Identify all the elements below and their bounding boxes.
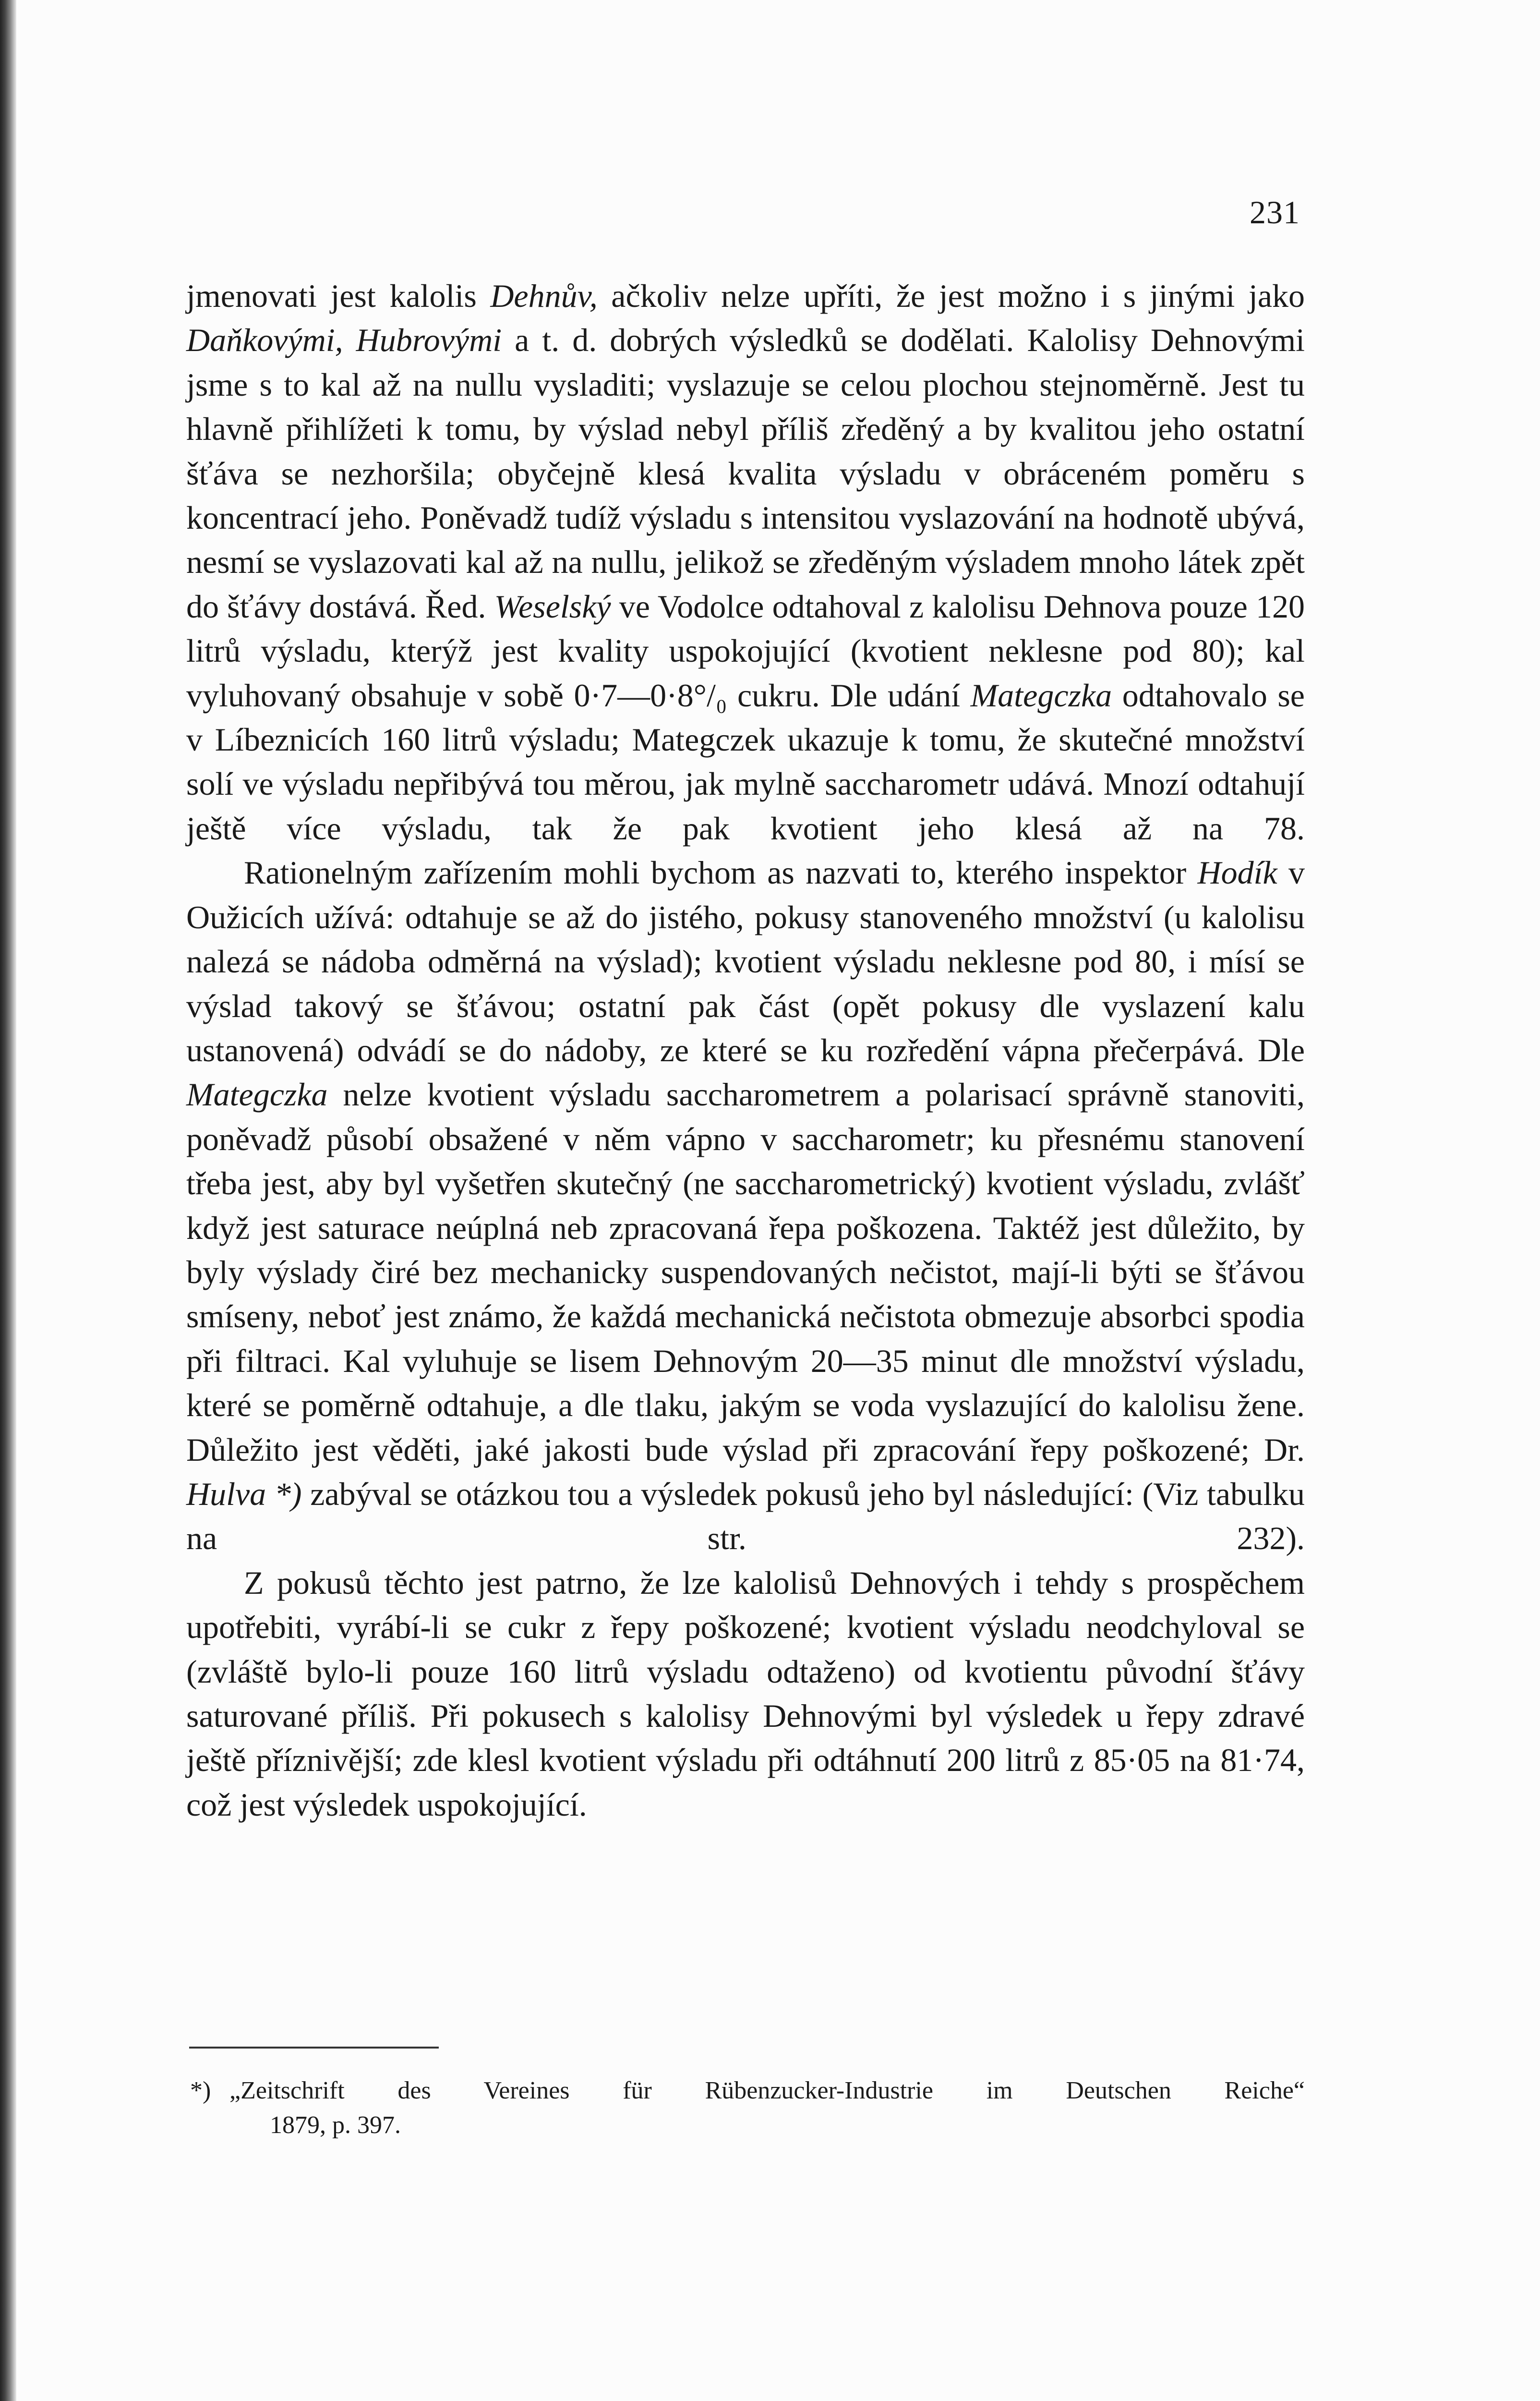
text-run: odtahovalo se v Líbeznicích 160 litrů výsladu; Mategczek ukazuje k tomu, že skutečné množství solí ve výsladu nepřibývá tou měrou, jak mylně saccharometr udává. Mnozí odtahují ještě více výsladu, tak že pak kvotient jeho klesá až na 78.: [186, 677, 1305, 847]
text-run: jmenovati jest kalolis: [186, 278, 491, 314]
italic-name: Hodík: [1197, 854, 1277, 891]
text-run: Z pokusů těchto jest patrno, že lze kalolisů Dehnových i tehdy s prospěchem upotřebiti, vyrábí-li se cukr z řepy poškozené; kvotient výsladu neodchyloval se (zvláště bylo-li pouze 160 litrů výsladu odtaženo) od kvotientu původní šťávy saturované příliš. Při pokusech s kalolisy Dehnovými byl výsledek u řepy zdravé ještě příznivější; zde klesl kvotient výsladu při odtáhnutí 200 litrů z 85·05 na 81·74, což jest výsledek uspokojující.: [186, 1564, 1305, 1823]
text-run: ačkoliv nelze upříti, že jest možno i s jinými jako: [597, 278, 1305, 314]
text-run: nelze kvotient výsladu saccharometrem a polarisací správně stanoviti, poněvadž působí obsažené v něm vápno v saccharometr; ku přesnému stanovení třeba jest, aby byl vyšetřen skutečný (ne saccharometrický) kvotient výsladu, zvlášť když jest saturace neúplná neb zpracovaná řepa poškozena. Taktéž jest důležito, by byly výslady čiré bez mechanicky suspendovaných nečistot, mají-li býti se šťávou smíseny, neboť jest známo, že každá mechanická nečistota obmezuje absorbci spodia při filtraci. Kal vyluhuje se lisem Dehnovým 20—35 minut dle množství výsladu, které se poměrně odtahuje, a dle tlaku, jakým se voda vyslazující do kalolisu žene. Důležito jest věděti, jaké jakosti bude výslad při zpracování řepy poškozené; Dr.: [186, 1076, 1305, 1468]
paragraph-3: [186, 1561, 1305, 1827]
footnote-text-line-1: „Zeitschrift des Vereines für Rübenzucker-Industrie im Deutschen Reiche“: [229, 2077, 1305, 2104]
footnote-rule: [189, 2047, 439, 2049]
footnote-text-line-2: 1879, p. 397.: [270, 2111, 401, 2139]
text-run: Rationelným zařízením mohli bychom as nazvati to, kterého inspektor: [244, 854, 1198, 891]
italic-name: Daňkovými, Hubrovými: [186, 322, 502, 359]
paragraph-2: [186, 850, 1305, 1561]
italic-name: Mategczka: [970, 677, 1112, 714]
italic-name: Hulva *): [186, 1475, 302, 1512]
italic-name: Weselský: [494, 588, 611, 625]
italic-name: Mategczka: [186, 1076, 328, 1113]
binding-edge: [0, 0, 16, 2401]
paragraph-1: [186, 274, 1305, 850]
italic-name: Dehnův,: [490, 278, 598, 314]
page-number: 231: [1250, 194, 1300, 230]
text-run: a t. d. dobrých výsledků se dodělati. Kalolisy Dehnovými jsme s to kal až na nullu vysladiti; vyslazuje se celou plochou stejnoměrně. Jest tu hlavně přihlížeti k tomu, by výslad nebyl příliš zředěný a by kvalitou jeho ostatní šťáva se nezhoršila; obyčejně klesá kvalita výsladu v obráceném poměru s koncentrací jeho. Poněvadž tudíž výsladu s intensitou vyslazování na hodnotě ubývá, nesmí se vyslazovati kal až na nullu, jelikož se zředěným výsladem mnoho látek zpět do šťávy dostává. Řed.: [186, 322, 1305, 625]
footnote-marker: *): [190, 2077, 211, 2104]
text-run: ve Vodolce odtahoval z kalolisu Dehnova pouze 120 litrů výsladu, kterýž jest kvality uspokojující (kvotient neklesne pod 80); kal vyluhovaný obsahuje v sobě 0·7—0·8°/₀ cukru. Dle udání: [186, 588, 1305, 714]
body-text: [186, 274, 1305, 1827]
footnote: [190, 2074, 1305, 2143]
text-run: zabýval se otázkou tou a výsledek pokusů jeho byl následující: (Viz tabulku na str. 232).: [186, 1475, 1305, 1557]
text-run: v Oužicích užívá: odtahuje se až do jistého, pokusy stanoveného množství (u kalolisu nalezá se nádoba odměrná na výslad); kvotient výsladu neklesne pod 80, i mísí se výslad takový se šťávou; ostatní pak část (opět pokusy dle vyslazení kalu ustanovená) odvádí se do nádoby, ze které se ku rozředění vápna přečerpává. Dle: [186, 854, 1305, 1068]
